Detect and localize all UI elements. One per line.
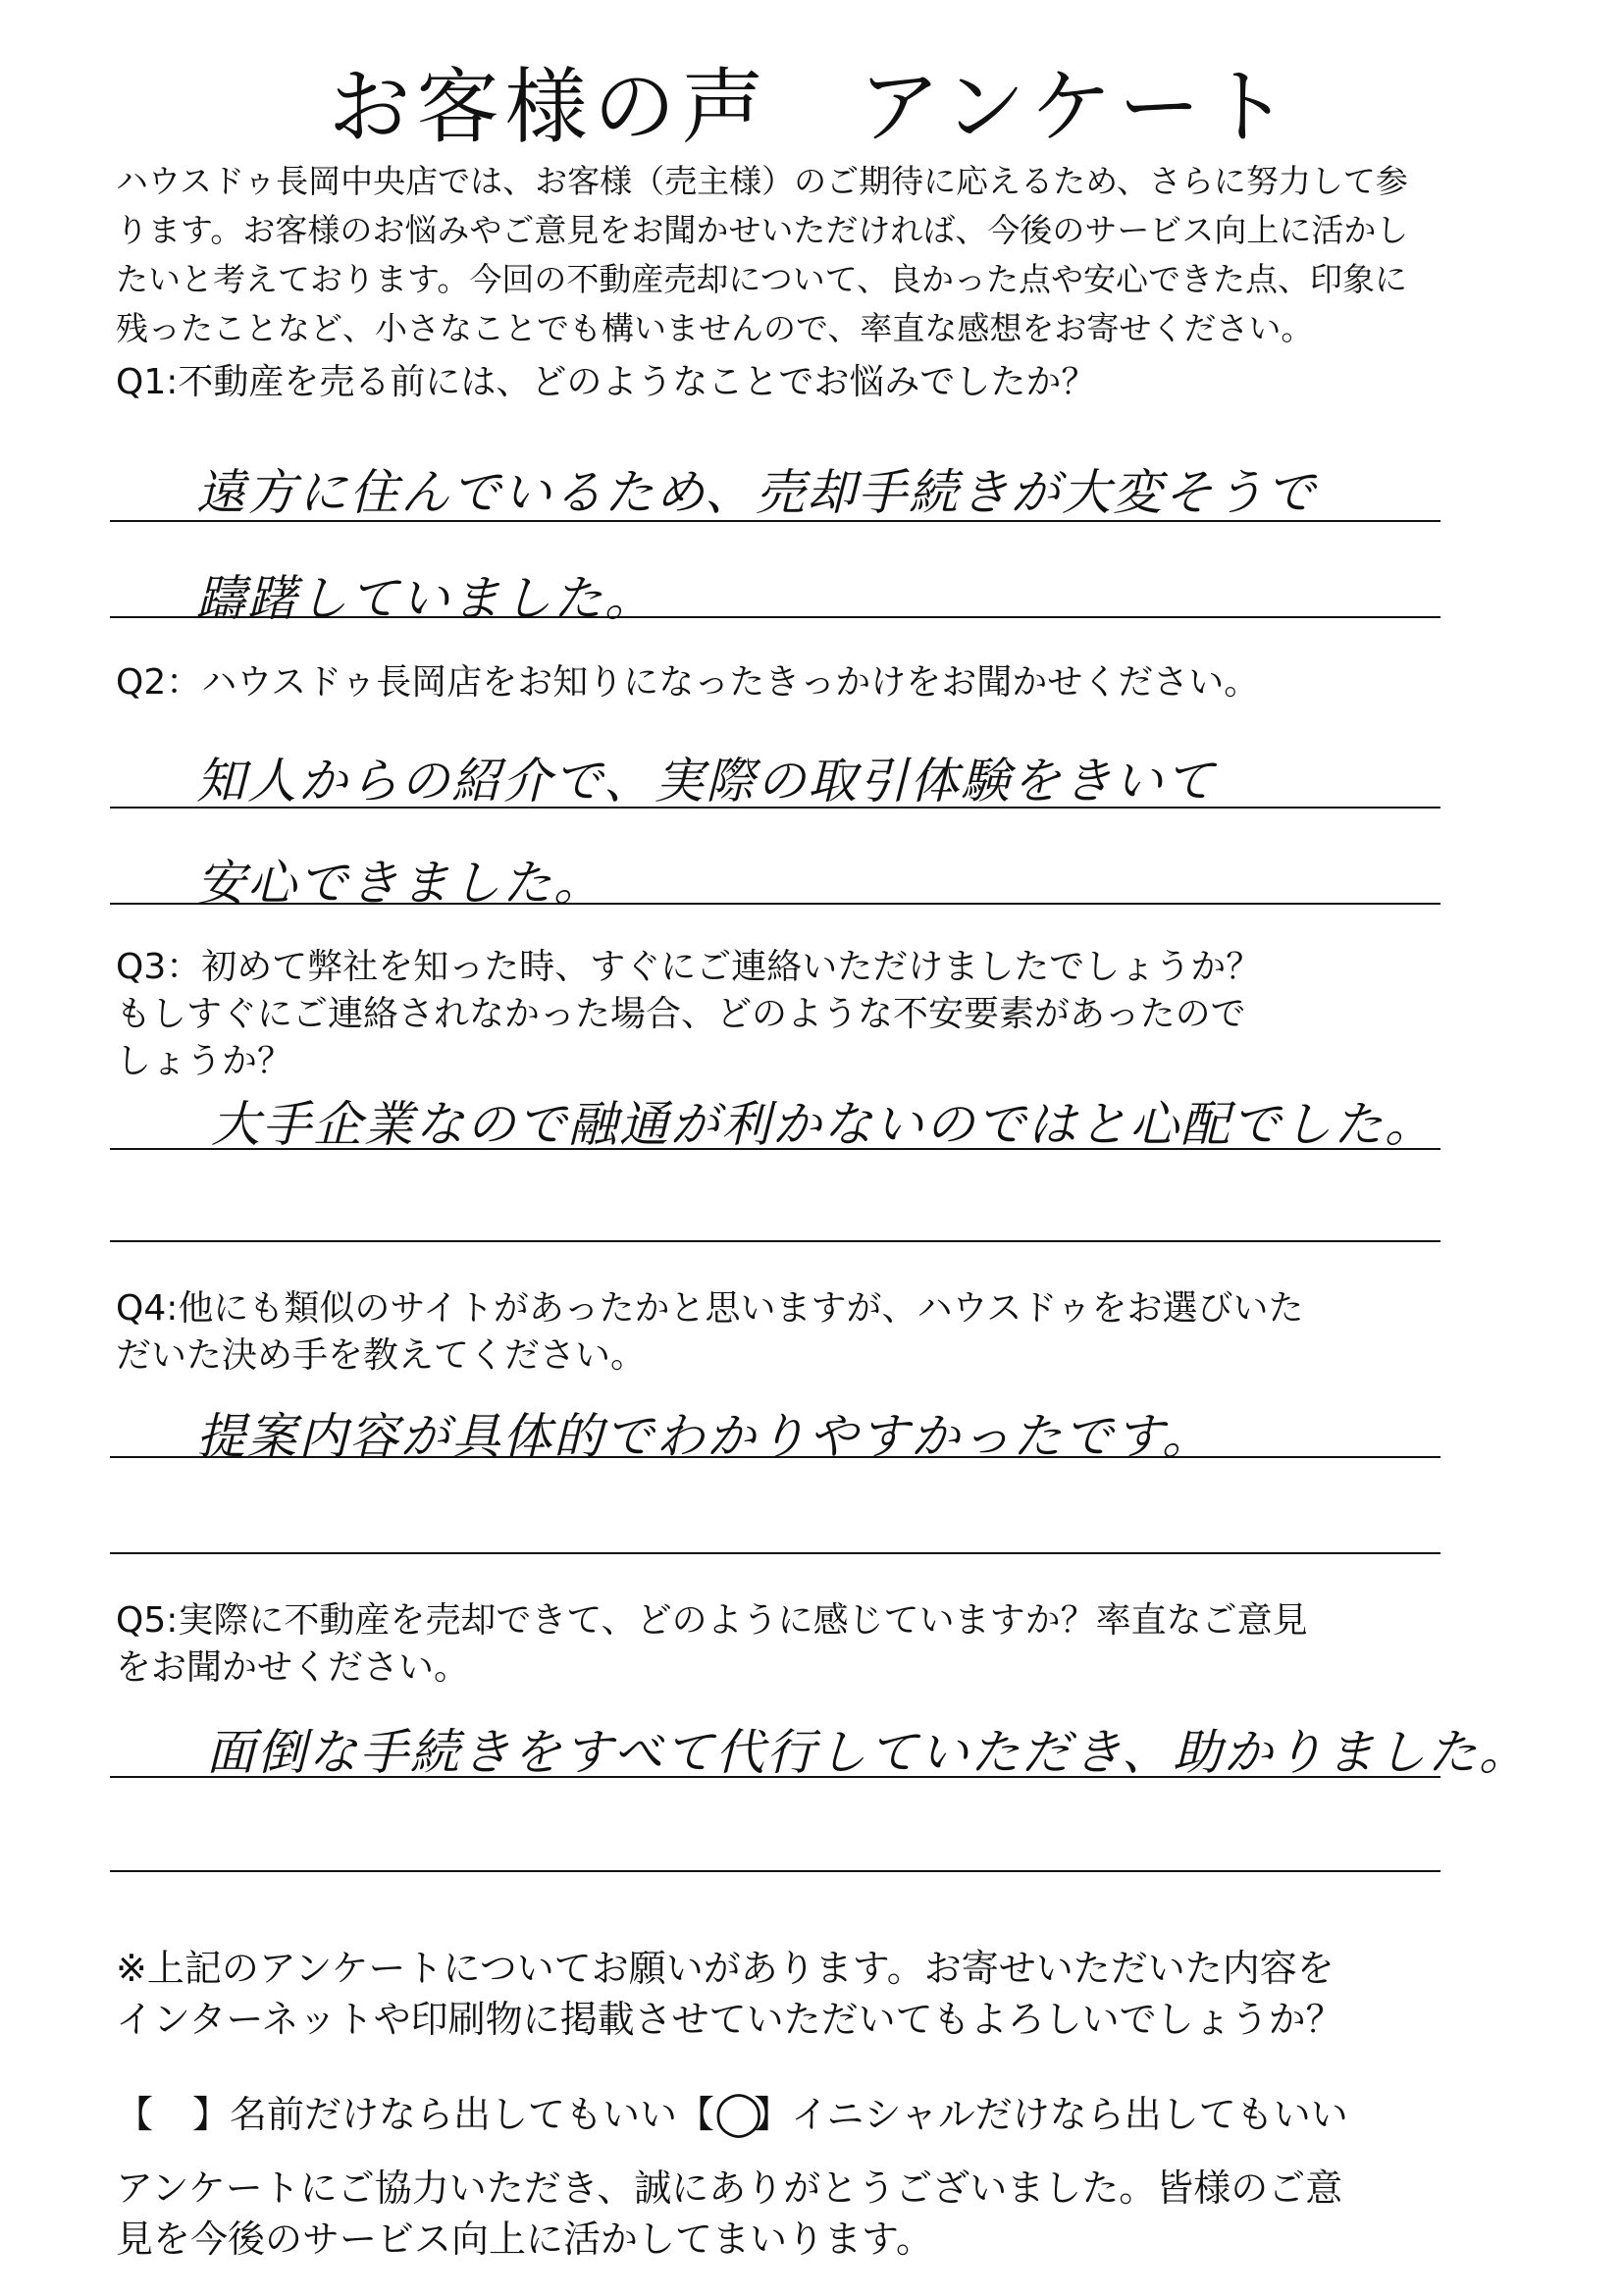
closing-line: アンケートにご協力いただき、誠にありがとうございました。皆様のご意	[116, 2166, 1343, 2210]
option-2-bracket-open: 【	[677, 2093, 715, 2136]
intro-text	[116, 157, 1450, 353]
question-4-text: だいた決め手を教えてください。	[116, 1335, 647, 1376]
answer-rule	[110, 1240, 1440, 1242]
option-2-bracket-close: 】	[754, 2093, 792, 2136]
note-line: インターネットや印刷物に掲載させていただいてもよろしいでしょうか？	[116, 1998, 1343, 2041]
question-2	[116, 659, 1450, 706]
question-2-text: Q2：ハウスドゥ長岡店をお知りになったきっかけをお聞かせください。	[116, 662, 1260, 703]
intro-line: 残ったことなど、小さなことでも構いませんので、率直な感想をお寄せください。	[116, 309, 1314, 347]
answer-2-line-1: 知人からの紹介で、実際の取引体験をきいて	[196, 753, 1216, 809]
question-4	[116, 1285, 1450, 1380]
question-5	[116, 1597, 1450, 1692]
answer-3-line-1: 大手企業なので融通が利かないのではと心配でした。	[211, 1096, 1436, 1153]
answer-rule	[110, 1552, 1440, 1554]
answer-rule	[110, 616, 1440, 618]
answer-2-line-2: 安心できました。	[196, 855, 604, 912]
answer-5-line-1: 面倒な手続きをすべて代行していただき、助かりました。	[206, 1724, 1530, 1781]
answer-4-line-1: 提案内容が具体的でわかりやすかったです。	[196, 1408, 1213, 1465]
answer-rule	[110, 1148, 1440, 1150]
question-4-text: Q4:他にも類似のサイトがあったかと思いますが、ハウスドゥをお選びいた	[116, 1288, 1304, 1329]
answer-rule	[110, 1776, 1440, 1778]
question-1	[116, 359, 1450, 406]
note-line: ※上記のアンケートについてお願いがあります。お寄せいただいた内容を	[116, 1947, 1335, 1990]
option-2-label: イニシャルだけなら出してもいい	[791, 2093, 1348, 2136]
question-3	[116, 944, 1450, 1085]
answer-rule	[110, 520, 1440, 522]
question-5-text: をお聞かせください。	[116, 1647, 470, 1688]
option-1-label: 名前だけなら出してもいい	[230, 2093, 678, 2136]
option-1-bracket-close: 】	[192, 2093, 231, 2136]
question-3-text: Q3：初めて弊社を知った時、すぐにご連絡いただけましたでしょうか？	[116, 947, 1262, 987]
question-5-text: Q5:実際に不動産を売却できて、どのように感じていますか？率直なご意見	[116, 1600, 1308, 1641]
option-2-checkbox[interactable]: ◯	[714, 2088, 763, 2138]
question-3-text: しょうか？	[116, 1041, 293, 1081]
answer-1-line-2: 躊躇していました。	[196, 570, 655, 627]
question-1-text: Q1:不動産を売る前には、どのようなことでお悩みでしたか？	[116, 362, 1097, 402]
intro-line: ハウスドゥ長岡中央店では、お客様（売主様）のご期待に応えるため、さらに努力して参	[116, 162, 1408, 200]
intro-line: ります。お客様のお悩みやご意見をお聞かせいただければ、今後のサービス向上に活かし	[116, 211, 1409, 249]
publication-request-note	[116, 1943, 1470, 2045]
answer-rule	[110, 903, 1440, 905]
answer-rule	[110, 807, 1440, 809]
intro-line: たいと考えております。今回の不動産売却について、良かった点や安心できた点、印象に	[116, 260, 1408, 298]
page-title: お客様の声 アンケート	[328, 59, 1295, 155]
answer-rule	[110, 1456, 1440, 1458]
question-3-text: もしすぐにご連絡されなかった場合、どのような不安要素があったので	[116, 994, 1246, 1034]
answer-1-line-1: 遠方に住んでいるため、売却手続きが大変そうで	[196, 464, 1317, 521]
option-1-bracket-open: 【	[116, 2093, 154, 2136]
publication-options	[116, 2084, 1348, 2138]
answer-rule	[110, 1870, 1440, 1872]
closing-line: 見を今後のサービス向上に活かしてまいります。	[116, 2218, 933, 2261]
closing-text	[116, 2163, 1470, 2265]
